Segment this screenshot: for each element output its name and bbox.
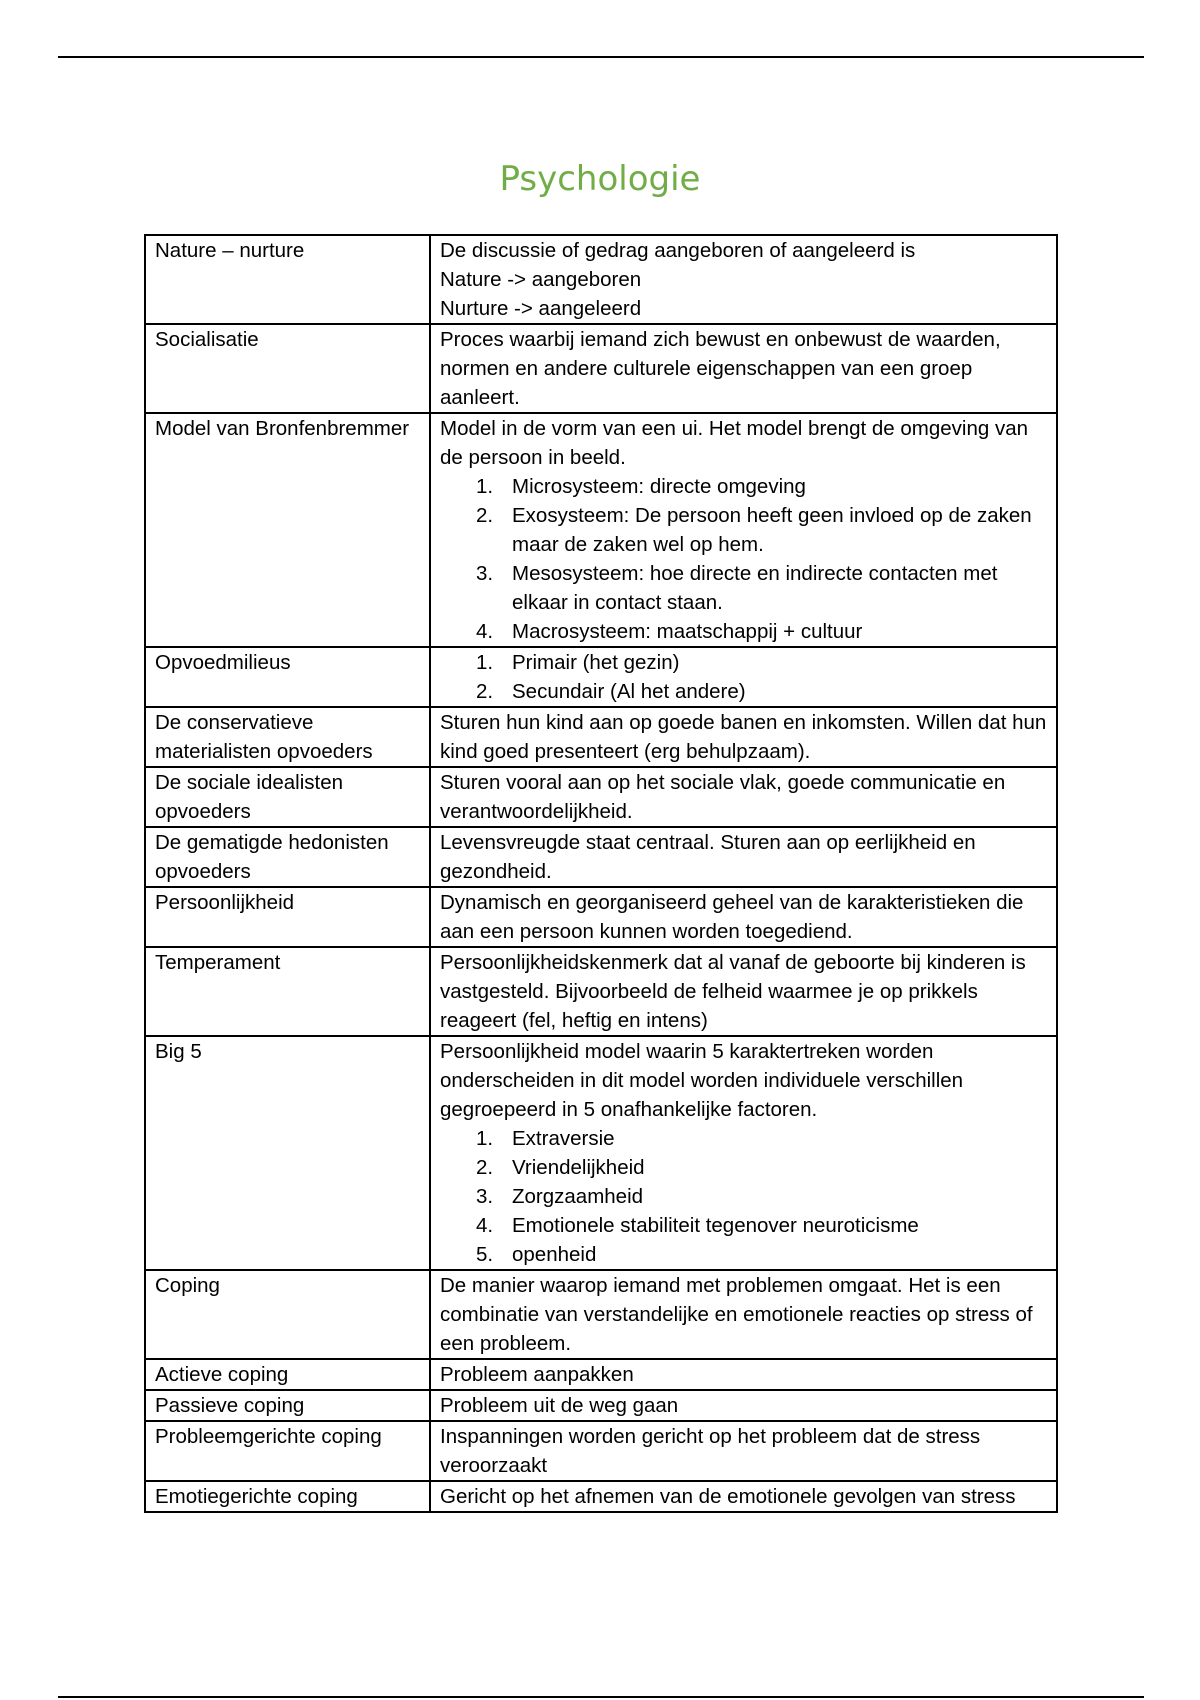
table-row [145, 1036, 1057, 1270]
term-cell: Temperament [145, 947, 430, 1036]
table-row [145, 647, 1057, 707]
list-item [440, 1182, 1047, 1211]
list-item-text: openheid [512, 1243, 597, 1266]
definition-line: Nurture -> aangeleerd [440, 297, 642, 320]
list-number: 2. [476, 1156, 494, 1179]
table-row [145, 235, 1057, 324]
list-item [440, 472, 1047, 501]
term-cell: Opvoedmilieus [145, 647, 430, 707]
term-cell: Actieve coping [145, 1359, 430, 1390]
definition-line: De discussie of gedrag aangeboren of aangeleerd is [440, 239, 916, 262]
list-item [440, 677, 1047, 706]
definition-cell [430, 767, 1057, 827]
list-number: 1. [476, 651, 494, 674]
term-cell: Coping [145, 1270, 430, 1359]
list-item-text: Secundair (Al het andere) [512, 680, 746, 703]
list-number: 2. [476, 680, 494, 703]
table-row [145, 324, 1057, 413]
page-title: Psychologie [499, 159, 701, 199]
list-number: 5. [476, 1243, 494, 1266]
definition-line: Gericht op het afnemen van de emotionele gevolgen van stress [440, 1485, 1016, 1508]
definition-line: Persoonlijkheidskenmerk dat al vanaf de geboorte bij kinderen is vastgesteld. Bijvoorbeeld de felheid waarmee je op prikkels reageert (fel, heftig en intens) [440, 951, 1026, 1032]
definition-line: De manier waarop iemand met problemen omgaat. Het is een combinatie van verstandelijke en emotionele reacties op stress of een probleem. [440, 1274, 1033, 1355]
table-row [145, 1359, 1057, 1390]
list-item [440, 1153, 1047, 1182]
list-item [440, 1240, 1047, 1269]
footer-rule [58, 1696, 1144, 1698]
definition-cell [430, 235, 1057, 324]
definition-line: Inspanningen worden gericht op het probleem dat de stress veroorzaakt [440, 1425, 981, 1477]
definition-line: Probleem uit de weg gaan [440, 1394, 679, 1417]
definition-cell [430, 1421, 1057, 1481]
list-number: 1. [476, 1127, 494, 1150]
list-item-text: Extraversie [512, 1127, 615, 1150]
list-item-text: Microsysteem: directe omgeving [512, 475, 806, 498]
term-cell: Big 5 [145, 1036, 430, 1270]
term-cell: Probleemgerichte coping [145, 1421, 430, 1481]
definition-line: Proces waarbij iemand zich bewust en onbewust de waarden, normen en andere culturele eigenschappen van een groep aanleert. [440, 328, 1001, 409]
table-row [145, 887, 1057, 947]
list-item [440, 501, 1047, 559]
table-row [145, 1481, 1057, 1512]
definition-cell [430, 647, 1057, 707]
term-cell: Nature – nurture [145, 235, 430, 324]
list-item [440, 559, 1047, 617]
term-cell: Persoonlijkheid [145, 887, 430, 947]
definition-cell [430, 1359, 1057, 1390]
definition-cell [430, 1036, 1057, 1270]
term-cell: Socialisatie [145, 324, 430, 413]
list-item-text: Primair (het gezin) [512, 651, 680, 674]
list-item-text: Macrosysteem: maatschappij + cultuur [512, 620, 863, 643]
list-number: 3. [476, 1185, 494, 1208]
list-number: 4. [476, 1214, 494, 1237]
definition-cell [430, 413, 1057, 647]
term-cell: Model van Bronfenbremmer [145, 413, 430, 647]
list-number: 1. [476, 475, 494, 498]
list-item [440, 1124, 1047, 1153]
definition-cell [430, 827, 1057, 887]
numbered-list [440, 1124, 1047, 1269]
table-row [145, 947, 1057, 1036]
table-row [145, 413, 1057, 647]
definition-line: Dynamisch en georganiseerd geheel van de karakteristieken die aan een persoon kunnen worden toegediend. [440, 891, 1024, 943]
list-item [440, 617, 1047, 646]
definition-line: Levensvreugde staat centraal. Sturen aan op eerlijkheid en gezondheid. [440, 831, 976, 883]
term-cell: De conservatieve materialisten opvoeders [145, 707, 430, 767]
table-row [145, 1270, 1057, 1359]
term-cell: Emotiegerichte coping [145, 1481, 430, 1512]
definition-cell [430, 1270, 1057, 1359]
table-row [145, 1390, 1057, 1421]
table-row [145, 767, 1057, 827]
glossary-table [144, 234, 1058, 1513]
term-cell: Passieve coping [145, 1390, 430, 1421]
definition-line: Model in de vorm van een ui. Het model brengt de omgeving van de persoon in beeld. [440, 417, 1029, 469]
list-item-text: Exosysteem: De persoon heeft geen invloed op de zaken maar de zaken wel op hem. [512, 504, 1032, 556]
list-number: 3. [476, 562, 494, 585]
term-cell: De gematigde hedonisten opvoeders [145, 827, 430, 887]
definition-cell [430, 947, 1057, 1036]
definition-cell [430, 707, 1057, 767]
numbered-list [440, 472, 1047, 646]
term-cell: De sociale idealisten opvoeders [145, 767, 430, 827]
definition-line: Persoonlijkheid model waarin 5 karaktertreken worden onderscheiden in dit model worden individuele verschillen gegroepeerd in 5 onafhankelijke factoren. [440, 1040, 964, 1121]
list-item-text: Zorgzaamheid [512, 1185, 644, 1208]
list-item [440, 1211, 1047, 1240]
definition-line: Nature -> aangeboren [440, 268, 642, 291]
table-row [145, 1421, 1057, 1481]
definition-cell [430, 887, 1057, 947]
definition-line: Sturen vooral aan op het sociale vlak, goede communicatie en verantwoordelijkheid. [440, 771, 1006, 823]
numbered-list [440, 648, 1047, 706]
definition-cell [430, 1481, 1057, 1512]
definition-cell [430, 324, 1057, 413]
definition-cell [430, 1390, 1057, 1421]
list-item-text: Vriendelijkheid [512, 1156, 645, 1179]
header-rule [58, 56, 1144, 58]
list-number: 4. [476, 620, 494, 643]
list-item-text: Emotionele stabiliteit tegenover neuroticisme [512, 1214, 919, 1237]
definition-line: Probleem aanpakken [440, 1363, 634, 1386]
list-item-text: Mesosysteem: hoe directe en indirecte contacten met elkaar in contact staan. [512, 562, 998, 614]
list-item [440, 648, 1047, 677]
list-number: 2. [476, 504, 494, 527]
definition-line: Sturen hun kind aan op goede banen en inkomsten. Willen dat hun kind goed presenteert (erg behulpzaam). [440, 711, 1047, 763]
table-row [145, 707, 1057, 767]
table-row [145, 827, 1057, 887]
